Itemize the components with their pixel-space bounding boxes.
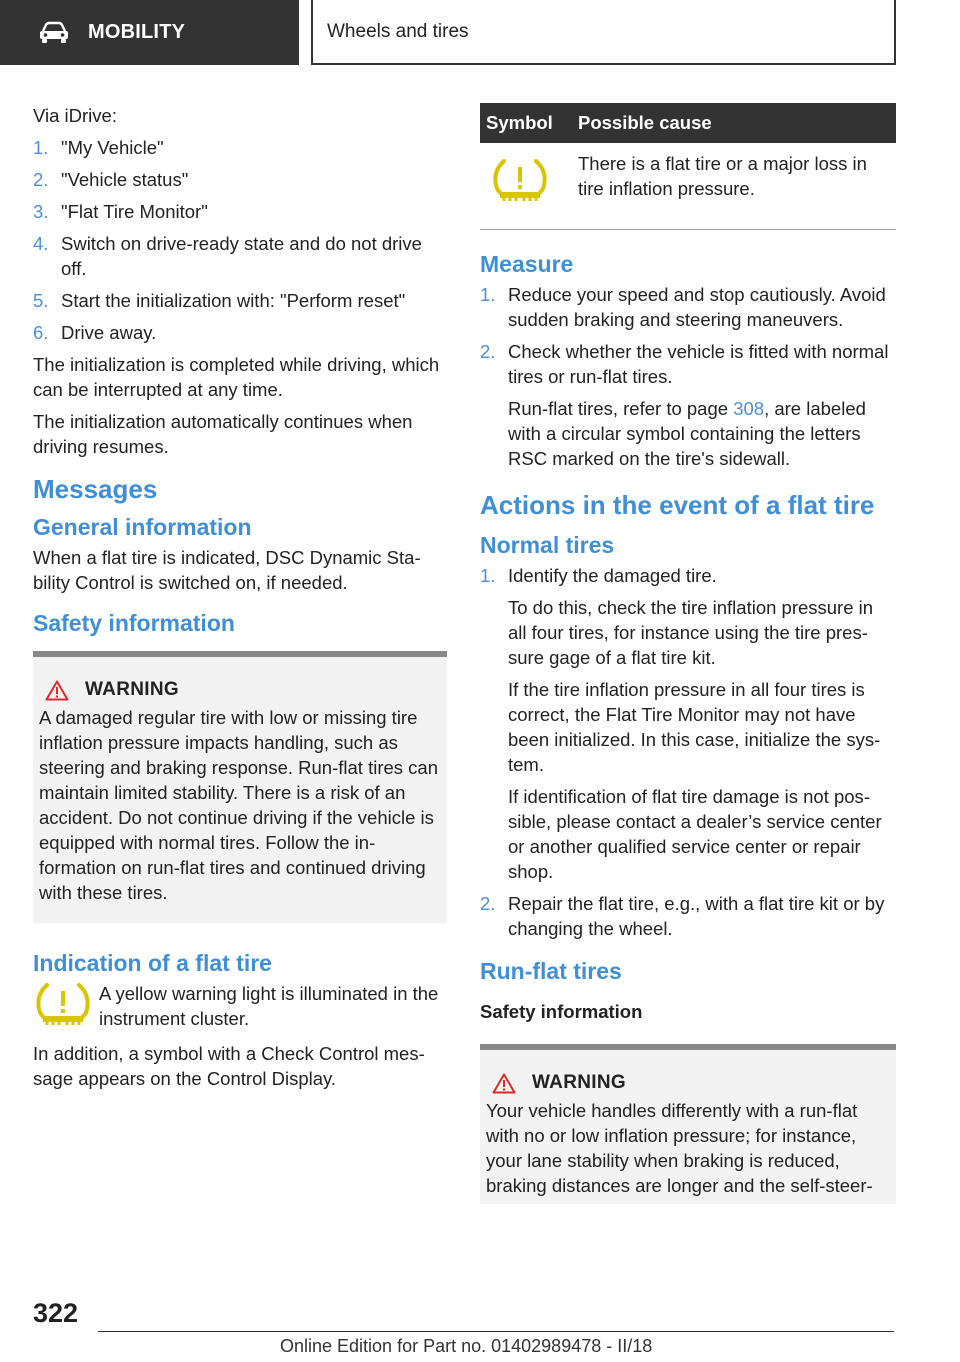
step-number: 1.: [480, 565, 496, 586]
list-item: [33, 320, 447, 345]
heading-run-flat-tires: Run-flat tires: [480, 958, 622, 984]
reference-text: Run-flat tires, refer to page: [508, 398, 734, 419]
column-header-cause: Possible cause: [572, 103, 896, 143]
heading-actions-flat-tire: Actions in the event of a flat tire: [480, 490, 875, 520]
step-number: 1.: [33, 137, 49, 158]
indicator-text: A yellow warning light is illuminated in the instrument cluster.: [99, 983, 439, 1029]
step-number: 2.: [33, 169, 49, 190]
step-number: 2.: [480, 893, 496, 914]
control-display-note: In addition, a symbol with a Check Control message appears on the Control Display.: [33, 1043, 425, 1089]
list-item: [33, 199, 447, 224]
warning-title: [492, 1072, 888, 1094]
step-number: 3.: [33, 201, 49, 222]
initialization-note: The initialization is completed while driving, which can be interrupted at any time.: [33, 354, 440, 400]
step-text: "Flat Tire Monitor": [61, 201, 208, 222]
symbol-cell: [480, 143, 572, 230]
list-item: [480, 339, 896, 471]
heading-normal-tires: Normal tires: [480, 532, 615, 558]
measure-steps: [480, 282, 896, 471]
warning-box: [480, 1044, 896, 1204]
step-number: 4.: [33, 233, 49, 254]
step-text: Check whether the vehicle is fitted with normal tires or run-flat tires.: [508, 341, 889, 387]
left-column: [33, 103, 447, 1098]
list-item: [480, 282, 896, 332]
run-flat-reference: [508, 396, 896, 471]
idrive-steps: [33, 135, 447, 345]
step-detail: To do this, check the tire inflation pressure in all four tires, for instance using the tire pressure gage of a flat tire kit.: [508, 597, 874, 668]
step-detail: If the tire inflation pressure in all four tires is correct, the Flat Tire Monitor may not have been initialized. In this case, initialize the system.: [508, 679, 881, 775]
right-column: [480, 103, 896, 1218]
step-text: Drive away.: [61, 322, 157, 343]
heading-safety-information: Safety information: [33, 610, 235, 636]
step-text: Start the initialization with: "Perform reset": [61, 290, 406, 311]
heading-messages: Messages: [33, 474, 158, 504]
list-item: [33, 135, 447, 160]
step-number: 1.: [480, 284, 496, 305]
list-item: [33, 288, 447, 313]
cause-cell: There is a flat tire or a major loss in tire inflation pressure.: [572, 143, 896, 230]
page-number: 322: [33, 1298, 79, 1328]
column-header-symbol: Symbol: [480, 103, 572, 143]
intro-text: Via iDrive:: [33, 105, 117, 126]
step-number: 5.: [33, 290, 49, 311]
heading-indication-flat-tire: Indication of a flat tire: [33, 950, 272, 976]
normal-tire-steps: [480, 563, 896, 941]
tire-pressure-warning-icon: [490, 157, 550, 203]
chapter-title: Wheels and tires: [327, 20, 469, 42]
warning-label: WARNING: [85, 679, 179, 700]
warning-triangle-icon: [492, 1073, 516, 1094]
step-detail: If identification of flat tire damage is not possible, please contact a dealer’s service center or another qualified service center or repair shop.: [508, 786, 882, 882]
edition-text: Online Edition for Part no. 01402989478 - II/18: [280, 1336, 653, 1356]
page-reference-link[interactable]: 308: [733, 398, 765, 419]
list-item: [33, 231, 447, 281]
step-text: "My Vehicle": [61, 137, 164, 158]
reference-text: , are labeled with a circular symbol containing the letters RSC marked on the tire's sidewall.: [508, 398, 866, 469]
heading-run-flat-safety: Safety information: [480, 1001, 643, 1022]
warning-triangle-icon: [45, 680, 69, 701]
heading-measure: Measure: [480, 251, 574, 277]
step-text: Reduce your speed and stop cautiously. Avoid sudden braking and steering maneuvers.: [508, 284, 886, 330]
list-item: [33, 167, 447, 192]
step-text: Identify the damaged tire.: [508, 565, 717, 586]
general-information-text: When a flat tire is indicated, DSC Dynamic Stability Control is switched on, if needed.: [33, 547, 421, 593]
list-item: [480, 891, 896, 941]
tire-pressure-warning-icon: [33, 981, 93, 1027]
heading-general-information: General information: [33, 514, 252, 540]
step-number: 6.: [33, 322, 49, 343]
chapter-header: [311, 0, 896, 65]
initialization-resume-note: The initialization automatically continues when driving resumes.: [33, 411, 413, 457]
warning-label: WARNING: [532, 1072, 626, 1093]
step-text: "Vehicle status": [61, 169, 189, 190]
table-header-row: [480, 103, 896, 143]
warning-box: [33, 651, 447, 923]
list-item: [480, 563, 896, 884]
warning-text: A damaged regular tire with low or missing tire inflation pressure impacts handling, such as steering and braking response. Run-flat tires can maintain limited stability. There is a risk of an accident. Do not continue driving if the vehicle is equipped with normal tires. Follow the information on run-flat tires and continued driving with these tires.: [39, 707, 438, 903]
warning-text: Your vehicle handles differently with a run-flat with no or low inflation pressure; for instance, your lane stability when braking is reduced, braking distances are longer and the self-steer-: [486, 1100, 873, 1196]
footer-divider: [98, 1331, 894, 1332]
indicator-row: [33, 981, 447, 1031]
section-title: MOBILITY: [88, 21, 186, 43]
symbol-table: [480, 103, 896, 230]
step-number: 2.: [480, 341, 496, 362]
section-header: [0, 0, 299, 65]
step-text: Switch on drive-ready state and do not drive off.: [61, 233, 422, 279]
step-text: Repair the flat tire, e.g., with a flat tire kit or by changing the wheel.: [508, 893, 885, 939]
warning-title: [45, 679, 439, 701]
car-icon: [38, 21, 70, 45]
table-row: [480, 143, 896, 230]
